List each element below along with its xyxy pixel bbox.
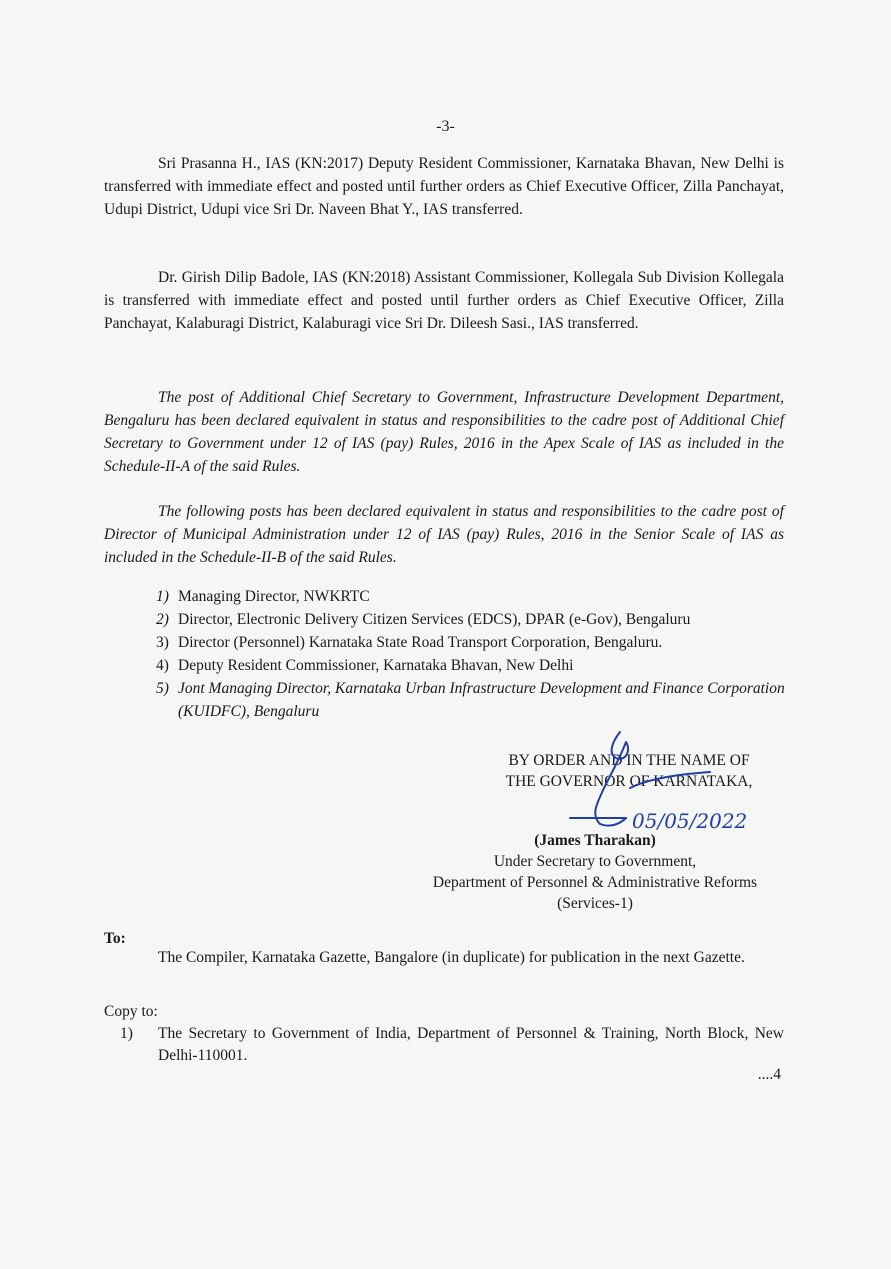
list-item — [156, 631, 796, 654]
list-item-number: 1) — [156, 588, 169, 605]
signature-loop-stroke — [595, 732, 628, 826]
handwritten-date: 05/05/2022 — [632, 809, 748, 833]
to-label: To: — [104, 930, 126, 947]
list-item — [156, 585, 796, 608]
list-item — [156, 677, 796, 723]
list-item-number: 5) — [156, 680, 169, 697]
signatory-section: (Services-1) — [557, 895, 633, 912]
list-item-number: 4) — [156, 657, 169, 674]
list-item-number: 2) — [156, 611, 169, 628]
order-line-2: THE GOVERNOR OF KARNATAKA, — [505, 773, 753, 790]
list-item-number: 3) — [156, 634, 169, 651]
list-item — [156, 654, 796, 677]
copy-to-list — [120, 1023, 784, 1067]
list-item-text: Jont Managing Director, Karnataka Urban Infrastructure Development and Finance Corporation (KUIDFC), Bengaluru — [178, 680, 785, 720]
signatory-department: Department of Personnel & Administrative Reforms — [432, 874, 758, 891]
handwritten-signature — [560, 728, 840, 838]
copy-to-label: Copy to: — [104, 1003, 158, 1020]
list-item-text: Managing Director, NWKRTC — [178, 588, 370, 605]
list-item-number: 1) — [120, 1025, 133, 1042]
signatory-name: (James Tharakan) — [534, 832, 656, 849]
continued-marker: ....4 — [757, 1066, 781, 1083]
to-text: The Compiler, Karnataka Gazette, Bangalore (in duplicate) for publication in the next Gazette. — [158, 949, 745, 966]
list-item — [120, 1023, 784, 1067]
list-item-text: Director (Personnel) Karnataka State Road Transport Corporation, Bengaluru. — [178, 634, 663, 651]
signatory-designation: Under Secretary to Government, — [493, 853, 697, 870]
order-line-1: BY ORDER AND IN THE NAME OF — [508, 752, 750, 769]
posts-list — [156, 585, 796, 723]
paragraph-transfer-prasanna: Sri Prasanna H., IAS (KN:2017) Deputy Resident Commissioner, Karnataka Bhavan, New Delhi is transferred with immediate effect and posted until further orders as Chief Executive Officer, Zilla Panchayat, Udupi District, Udupi vice Sri Dr. Naveen Bhat Y., IAS transferred. — [104, 155, 784, 218]
paragraph-equivalence-acs: The post of Additional Chief Secretary to Government, Infrastructure Development Department, Bengaluru has been declared equivalent in status and responsibilities to the cadre post of Additional Chief Secretary to Government under 12 of IAS (pay) Rules, 2016 in the Apex Scale of IAS as included in the Schedule-II-A of the said Rules. — [104, 389, 784, 475]
list-item — [156, 608, 796, 631]
list-item-text: The Secretary to Government of India, Department of Personnel & Training, North Block, New Delhi-110001. — [158, 1025, 784, 1064]
paragraph-transfer-girish: Dr. Girish Dilip Badole, IAS (KN:2018) Assistant Commissioner, Kollegala Sub Division Kollegala is transferred with immediate effect and posted until further orders as Chief Executive Officer, Zilla Panchayat, Kalaburagi District, Kalaburagi vice Sri Dr. Dileesh Sasi., IAS transferred. — [104, 269, 784, 332]
signature-cross-stroke — [630, 772, 710, 788]
page-number: -3- — [436, 118, 455, 135]
paragraph-equivalence-dma: The following posts has been declared equivalent in status and responsibilities to the cadre post of Director of Municipal Administration under 12 of IAS (pay) Rules, 2016 in the Senior Scale of IAS as included in the Schedule-II-B of the said Rules. — [104, 503, 784, 566]
list-item-text: Director, Electronic Delivery Citizen Services (EDCS), DPAR (e-Gov), Bengaluru — [178, 611, 691, 628]
list-item-text: Deputy Resident Commissioner, Karnataka Bhavan, New Delhi — [178, 657, 574, 674]
